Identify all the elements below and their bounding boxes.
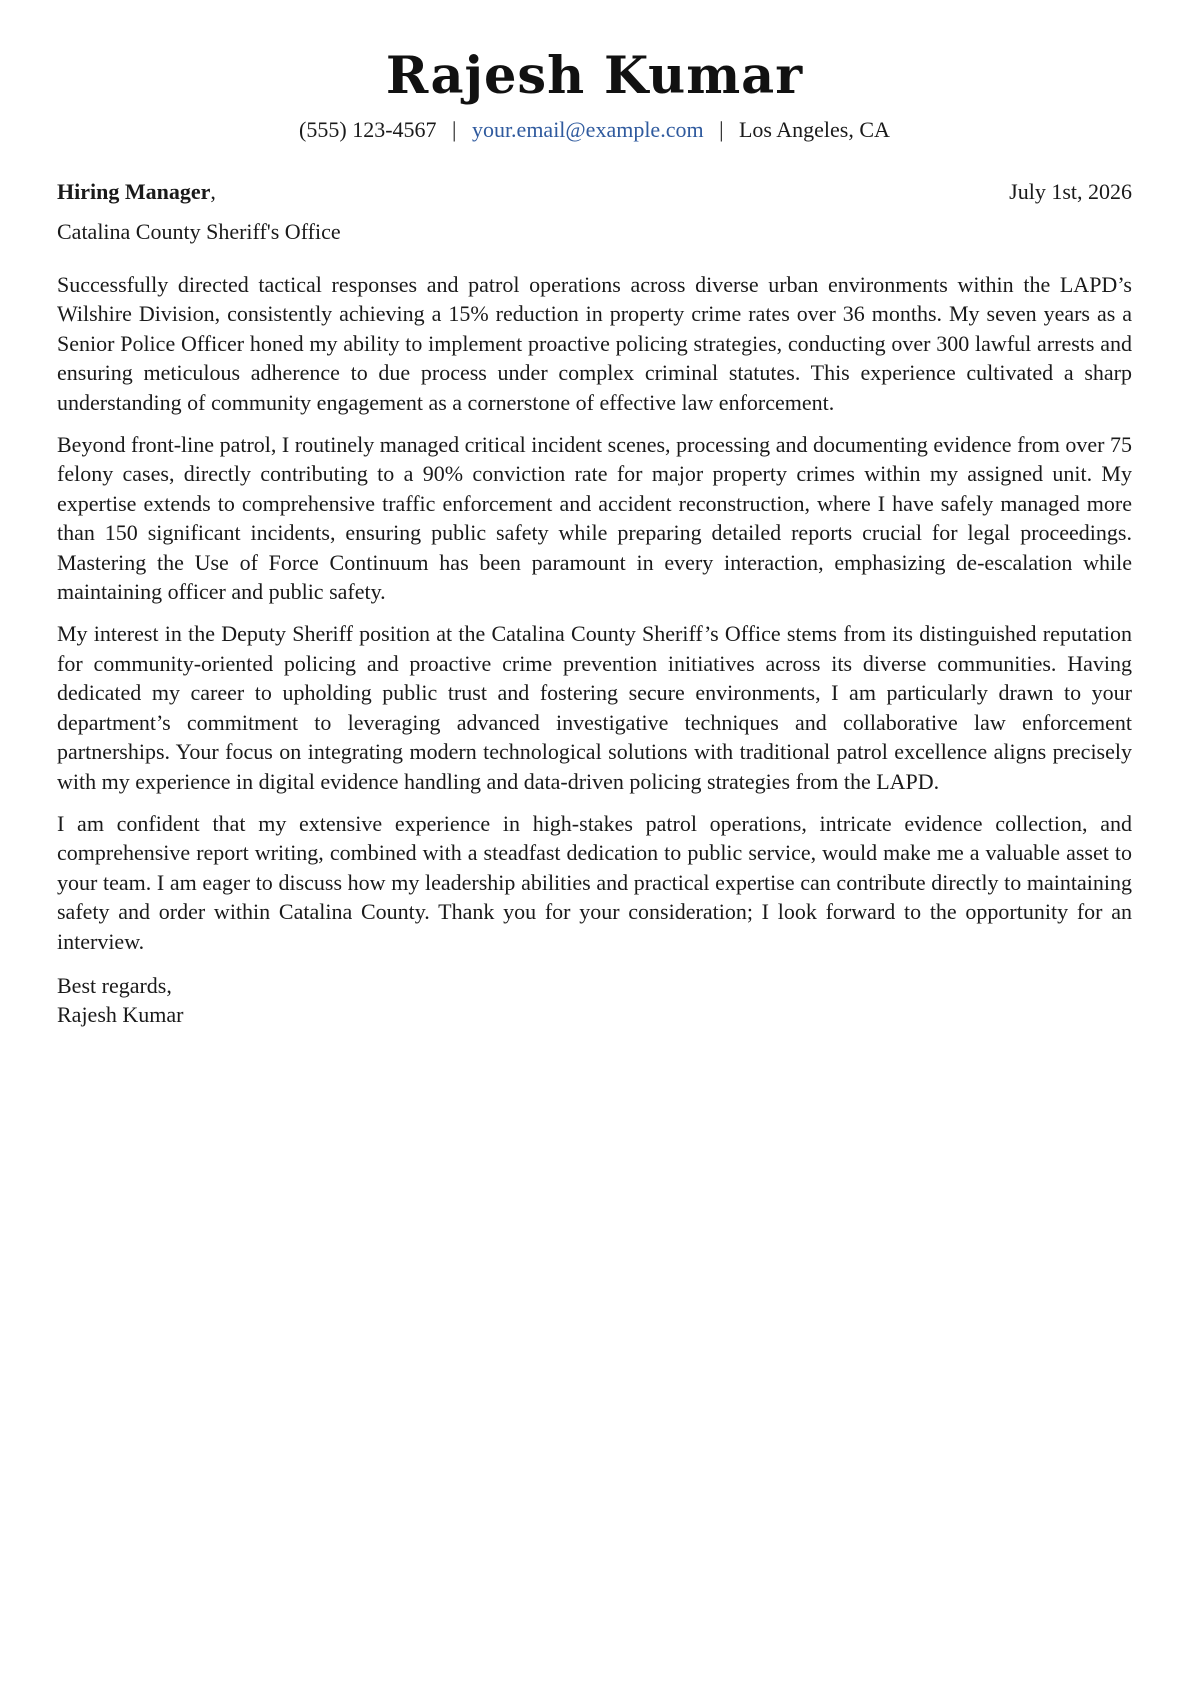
location: Los Angeles, CA <box>738 117 890 142</box>
letter-closing <box>57 971 1132 1029</box>
email-link[interactable]: your.email@example.com <box>471 117 704 142</box>
signature-name: Rajesh Kumar <box>57 1001 184 1027</box>
body-paragraph: My interest in the Deputy Sheriff position at the Catalina County Sheriff’s Office stems from its distinguished reputation for community-oriented policing and proactive crime prevention initiatives across its diverse communities. Having dedicated my career to upholding public trust and fostering secure environments, I am particularly drawn to your department’s commitment to leveraging advanced investigative techniques and collaborative law enforcement partnerships. Your focus on integrating modern technological solutions with traditional patrol excellence aligns precisely with my experience in digital evidence handling and data-driven policing strategies from the LAPD. <box>57 621 1132 794</box>
phone-number: (555) 123-4567 <box>299 117 437 142</box>
salutation <box>57 178 216 206</box>
cover-letter-page <box>57 0 1132 1029</box>
letter-date: July 1st, 2026 <box>1009 179 1132 204</box>
contact-separator: | <box>452 117 457 142</box>
contact-separator: | <box>719 117 724 142</box>
recipient-name: Hiring Manager <box>57 179 211 204</box>
contact-line <box>57 116 1132 144</box>
recipient-organization: Catalina County Sheriff's Office <box>57 219 341 244</box>
salutation-punctuation: , <box>210 179 216 204</box>
applicant-name: Rajesh Kumar <box>385 46 804 106</box>
body-paragraph: Successfully directed tactical responses and patrol operations across diverse urban environments within the LAPD’s Wilshire Division, consistently achieving a 15% reduction in property crime rates over 36 months. My seven years as a Senior Police Officer honed my ability to implement proactive policing strategies, conducting over 300 lawful arrests and ensuring meticulous adherence to due process under complex criminal statutes. This experience cultivated a sharp understanding of community engagement as a cornerstone of effective law enforcement. <box>57 272 1132 415</box>
letter-body <box>57 270 1132 956</box>
recipient-date-row <box>57 178 1132 206</box>
closing-phrase: Best regards, <box>57 972 172 998</box>
body-paragraph: Beyond front-line patrol, I routinely managed critical incident scenes, processing and documenting evidence from over 75 felony cases, directly contributing to a 90% conviction rate for major property crimes within my assigned unit. My expertise extends to comprehensive traffic enforcement and accident reconstruction, where I have safely managed more than 150 significant incidents, ensuring public safety while preparing detailed reports crucial for legal proceedings. Mastering the Use of Force Continuum has been paramount in every interaction, emphasizing de-escalation while maintaining officer and public safety. <box>57 432 1132 605</box>
body-paragraph: I am confident that my extensive experience in high-stakes patrol operations, intricate evidence collection, and comprehensive report writing, combined with a steadfast dedication to public service, would make me a valuable asset to your team. I am eager to discuss how my leadership abilities and practical expertise can contribute directly to maintaining safety and order within Catalina County. Thank you for your consideration; I look forward to the opportunity for an interview. <box>57 810 1132 954</box>
